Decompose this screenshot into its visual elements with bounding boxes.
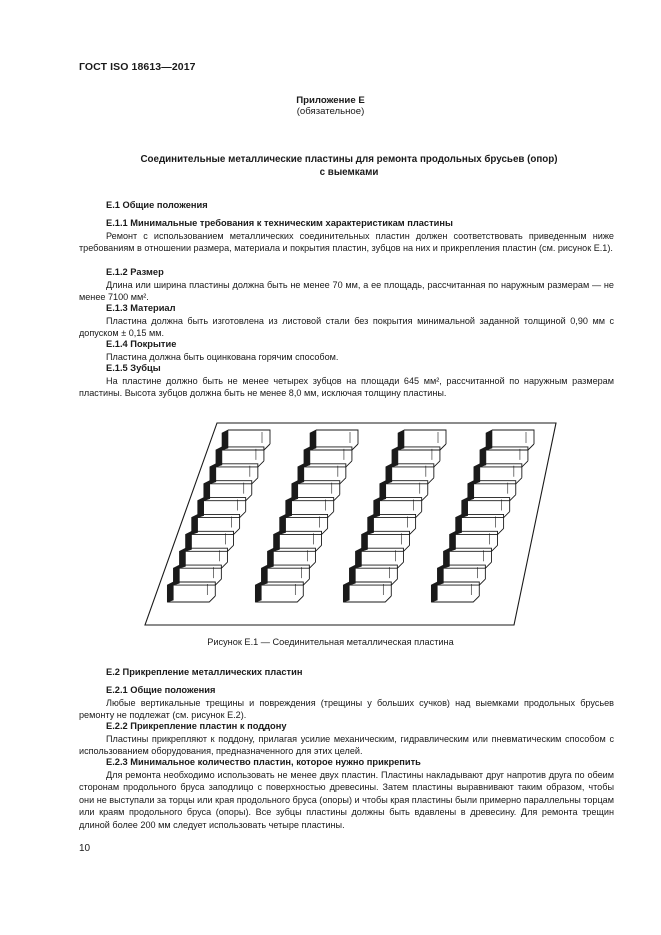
- annex-title: Приложение Е: [296, 95, 365, 106]
- paragraph-e23-text: Для ремонта необходимо использовать не менее двух пластин. Пластины накладывают друг напротив друга по обеим сторонам продольного бруса заподлицо с поверхностью древесины. Затем пластины выравнивают таким образом, чтобы они не выступали за торцы или края продольного бруса (опоры) и чтобы края пластины были примерно параллельны торцам или краям продольного бруса (опоры). Все зубцы пластины должны быть вдавлены в древесину. Для ремонта трещин длиной более 200 мм следует использовать четыре пластины.: [79, 770, 614, 830]
- paragraph-e22: [79, 733, 614, 758]
- section-heading-e12: Е.1.2 Размер: [106, 267, 164, 277]
- paragraph-e21-text: Любые вертикальные трещины и повреждения (трещины у больших сучков) над выемками продольных брусьев ремонту не подлежат (см. рисунок Е.2).: [79, 698, 614, 721]
- section-heading-e23: Е.2.3 Минимальное количество пластин, которое нужно прикрепить: [106, 757, 421, 767]
- paragraph-e21: [79, 697, 614, 722]
- section-heading-e2: Е.2 Прикрепление металлических пластин: [106, 667, 303, 677]
- section-heading-e15: Е.1.5 Зубцы: [106, 363, 161, 373]
- figure-caption: Рисунок Е.1 — Соединительная металлическая пластина: [207, 637, 454, 647]
- section-heading-e1: Е.1 Общие положения: [106, 200, 208, 210]
- main-title-line2: с выемками: [319, 167, 379, 178]
- section-heading-e13: Е.1.3 Материал: [106, 303, 176, 313]
- paragraph-e15-text: На пластине должно быть не менее четырех зубцов на площади 645 мм², рассчитанной по наружным размерам пластины. Высота зубцов должна быть не менее 8,0 мм, исключая толщину пластины.: [79, 376, 614, 399]
- paragraph-e22-text: Пластины прикрепляют к поддону, прилагая усилие механическим, гидравлическим или пневматическим способом с использованием оборудования, предназначенного для этих целей.: [79, 734, 614, 757]
- plate-outline: [145, 423, 556, 625]
- annex-status: (обязательное): [296, 106, 365, 117]
- section-heading-e11: Е.1.1 Минимальные требования к техническим характеристикам пластины: [106, 218, 453, 228]
- paragraph-e14-text: Пластина должна быть оцинкована горячим способом.: [106, 352, 339, 362]
- paragraph-e23: [79, 769, 614, 831]
- section-heading-e21: Е.2.1 Общие положения: [106, 685, 216, 695]
- section-heading-e22: Е.2.2 Прикрепление пластин к поддону: [106, 721, 287, 731]
- page-number: 10: [79, 843, 91, 854]
- paragraph-e12-text: Длина или ширина пластины должна быть не менее 70 мм, а ее площадь, рассчитанная по наружным размерам — не менее 7100 мм².: [79, 280, 614, 303]
- paragraph-e13-text: Пластина должна быть изготовлена из листовой стали без покрытия минимальной заданной толщиной 0,90 мм с допуском ± 0,15 мм.: [79, 316, 614, 339]
- section-heading-e14: Е.1.4 Покрытие: [106, 339, 177, 349]
- paragraph-e11-text: Ремонт с использованием металлических соединительных пластин должен соответствовать приведенным ниже требованиям в отношении размера, материала и покрытия пластин, зубцов на них и прикрепления пластин (см. рисунок Е.1).: [79, 231, 614, 254]
- document-header: ГОСТ ISO 18613—2017: [79, 61, 196, 73]
- main-title-line1: Соединительные металлические пластины для ремонта продольных брусьев (опор): [140, 154, 558, 165]
